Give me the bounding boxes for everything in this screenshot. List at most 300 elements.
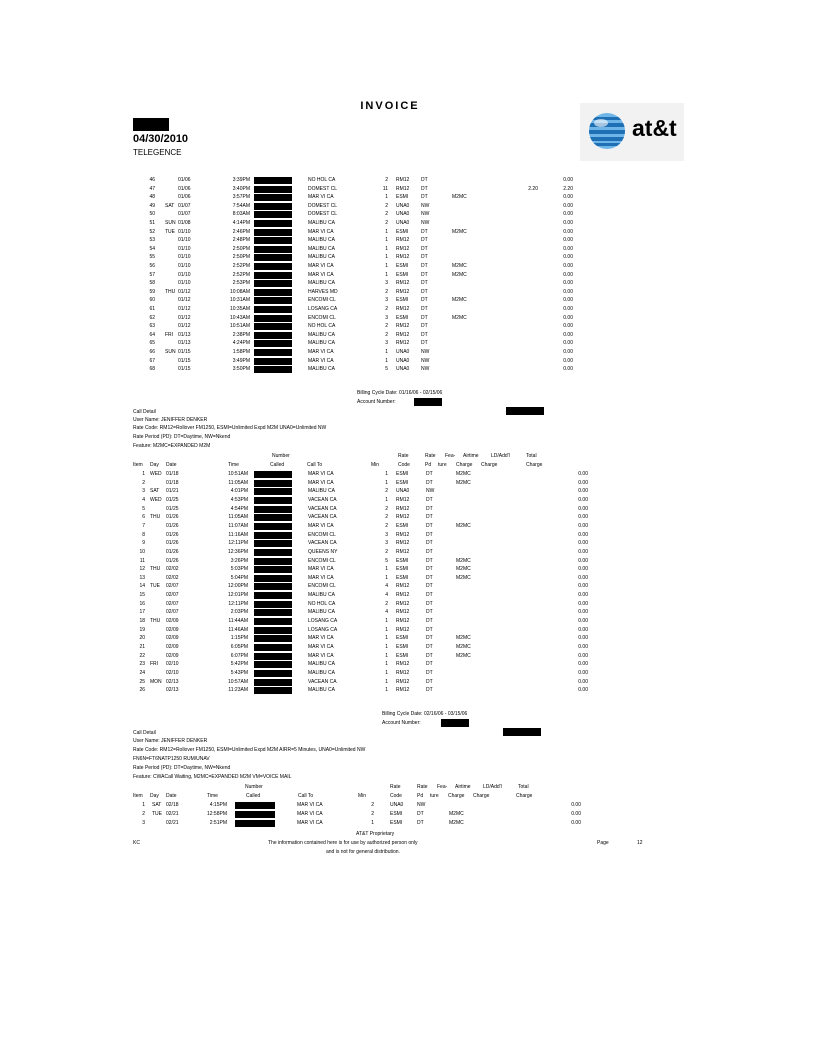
total-charge: 0.00 (563, 254, 573, 261)
time: 2:46PM (232, 228, 250, 235)
minutes: 2 (385, 522, 388, 529)
time: 4:24PM (232, 340, 250, 347)
item-number: 10 (139, 548, 145, 555)
redacted-number (254, 506, 292, 513)
minutes: 2 (385, 177, 388, 183)
minutes: 1 (385, 271, 388, 278)
rate-code: ESMI (396, 635, 409, 642)
rate-code: RM12 (396, 687, 410, 694)
date: 01/06 (178, 194, 191, 201)
table-row (0, 627, 816, 635)
table-row (0, 635, 816, 643)
table-row (0, 340, 816, 348)
table-row (0, 297, 816, 305)
col-header-pd-2: Pd (417, 793, 424, 799)
item-number: 23 (139, 661, 145, 668)
time: 7:54AM (232, 202, 250, 209)
feature: M2MC (449, 820, 464, 826)
date: 02/07 (166, 609, 179, 616)
total-charge: 0.00 (578, 548, 588, 555)
item-number: 50 (149, 211, 155, 218)
logo-text: at&t (632, 115, 677, 141)
day: TUE (152, 811, 162, 817)
redacted-number (254, 229, 292, 236)
rate-code: UNA0 (390, 802, 404, 808)
period: DT (426, 635, 433, 642)
item-number: 15 (139, 592, 145, 599)
call-to: MALIBU CA (308, 280, 335, 287)
item-number: 53 (149, 237, 155, 244)
rate-code: ESMI (396, 574, 409, 581)
redacted-number (254, 237, 292, 244)
minutes: 1 (385, 496, 388, 503)
table-row (0, 540, 816, 548)
day: MON (150, 678, 162, 685)
time: 4:54PM (230, 505, 248, 512)
total-charge: 0.00 (578, 531, 588, 538)
total-charge: 0.00 (578, 557, 588, 564)
redacted-number (254, 635, 292, 642)
total-charge: 0.00 (578, 687, 588, 694)
col-header-airtime: Airtime (463, 453, 479, 459)
rate-code: RM12 (396, 583, 410, 590)
date: 01/26 (166, 522, 179, 529)
call-to: MAR VI CA (308, 652, 334, 659)
billing-cycle-1: Billing Cycle Date: 01/16/06 - 02/15/06 (357, 390, 443, 396)
col-header-callto-2: Call To (298, 793, 314, 799)
col-header-rate: Rate (398, 453, 409, 459)
total-charge: 0.00 (563, 280, 573, 287)
table-row (0, 177, 816, 185)
date: 01/07 (178, 202, 191, 209)
globe-icon (587, 111, 627, 151)
period: DT (426, 557, 433, 564)
time: 5:43PM (230, 669, 248, 676)
day: THU (150, 514, 161, 521)
table-row (0, 263, 816, 271)
minutes: 2 (385, 548, 388, 555)
total-charge: 2.20 (563, 185, 573, 192)
table-row (0, 366, 816, 374)
item-number: 52 (149, 228, 155, 235)
feature: M2MC (456, 652, 471, 659)
rate-code: RM12 (396, 505, 410, 512)
day: WED (150, 496, 162, 503)
day: SAT (150, 488, 160, 495)
period: NW (421, 211, 430, 218)
table-row (0, 523, 816, 531)
minutes: 2 (385, 600, 388, 607)
period: DT (426, 626, 433, 633)
date: 02/09 (166, 618, 179, 625)
feature: M2MC (456, 574, 471, 581)
time: 12:36PM (227, 548, 248, 555)
rate-period: Rate Period (PD): DT=Daytime, NW=Nkend (133, 434, 231, 440)
call-to: VACEAN CA (308, 505, 337, 512)
call-to: MAR VI CA (308, 357, 334, 364)
date: 01/12 (178, 306, 191, 312)
minutes: 2 (371, 811, 374, 817)
day: TUE (150, 583, 160, 590)
col-header-charge1-2: Charge (448, 793, 465, 799)
total-charge: 0.00 (578, 540, 588, 547)
table-row (0, 514, 816, 522)
period: DT (421, 194, 428, 201)
period: DT (426, 644, 433, 650)
table-row (0, 618, 816, 626)
period: DT (421, 306, 428, 312)
table-row (0, 497, 816, 505)
table-row (0, 488, 816, 496)
minutes: 1 (385, 237, 388, 244)
total-charge: 0.00 (578, 592, 588, 599)
period: DT (426, 471, 433, 477)
col-header-code: Code (398, 462, 410, 468)
call-to: MAR VI CA (308, 566, 334, 573)
redacted-box (506, 407, 544, 415)
user-name: User Name: JENIFFER DENKER (133, 417, 208, 423)
table-row (0, 811, 816, 819)
date: 01/10 (178, 237, 191, 244)
time: 1:58PM (232, 349, 250, 355)
redacted-number (254, 497, 292, 504)
item-number: 2 (142, 811, 145, 817)
time: 3:40PM (232, 185, 250, 192)
item-number: 4 (142, 496, 145, 503)
minutes: 1 (385, 357, 388, 364)
redacted-number (254, 366, 292, 373)
col-header-time-2: Time (207, 793, 218, 799)
rate-code: RM12 (396, 245, 410, 252)
col-header-rate2-2: Rate (417, 784, 428, 790)
rate-code: ESMI (396, 479, 409, 486)
time: 3:26PM (230, 557, 248, 564)
call-to: LOSANG CA (308, 626, 338, 633)
feature: M2MC (456, 635, 471, 642)
col-header-min: Min (371, 462, 380, 468)
feature: M2MC (452, 271, 467, 278)
total-charge: 0.00 (578, 566, 588, 573)
minutes: 1 (385, 635, 388, 642)
call-to: NO HOL CA (308, 600, 336, 607)
minutes: 2 (385, 331, 388, 338)
redacted-number (254, 246, 292, 253)
total-charge: 0.00 (578, 505, 588, 512)
total-charge: 0.00 (563, 314, 573, 321)
table-row (0, 532, 816, 540)
date: 01/26 (166, 548, 179, 555)
rate-code: ESMI (396, 557, 409, 564)
call-to: MAR VI CA (308, 635, 334, 642)
minutes: 1 (385, 263, 388, 269)
date: 01/12 (178, 288, 191, 295)
table-row (0, 194, 816, 202)
item-number: 17 (139, 609, 145, 616)
table-row (0, 186, 816, 194)
day: THU (165, 288, 176, 295)
call-to: MALIBU CA (308, 687, 335, 694)
redacted-number (254, 340, 292, 347)
date: 01/18 (166, 479, 179, 486)
rate-code: RM12 (396, 548, 410, 555)
col-header-airtime-2: Airtime (455, 784, 471, 790)
call-to: HARVES MD (308, 288, 338, 295)
rate-code: ESMI (396, 228, 409, 235)
item-number: 21 (139, 644, 145, 650)
time: 3:57PM (232, 194, 250, 201)
call-to: MALIBU CA (308, 609, 335, 616)
item-number: 1 (142, 471, 145, 477)
col-header-charge2-2: Charge (473, 793, 490, 799)
call-detail-label-2: Call Detail (133, 730, 156, 736)
item-number: 7 (142, 522, 145, 529)
table-row (0, 254, 816, 262)
total-charge: 0.00 (578, 574, 588, 581)
redacted-number (254, 514, 292, 521)
date: 02/13 (166, 678, 179, 685)
call-to: ENCOMI CL (308, 531, 336, 538)
item-number: 25 (139, 678, 145, 685)
item-number: 8 (142, 531, 145, 538)
item-number: 63 (149, 323, 155, 330)
time: 2:48PM (232, 237, 250, 244)
minutes: 1 (385, 228, 388, 235)
item-number: 48 (149, 194, 155, 201)
time: 12:58PM (206, 811, 227, 817)
redacted-number (254, 653, 292, 660)
table-row (0, 323, 816, 331)
call-to: MAR VI CA (308, 194, 334, 201)
redacted-number (254, 644, 292, 651)
total-charge: 0.00 (578, 583, 588, 590)
redacted-number (254, 687, 292, 694)
redacted-number (254, 679, 292, 686)
time: 1:15PM (230, 635, 248, 642)
feature: M2MC (452, 263, 467, 269)
redacted-number (254, 618, 292, 625)
table-row (0, 272, 816, 280)
table-row (0, 549, 816, 557)
ld-charge: 2.20 (528, 185, 538, 192)
time: 6:05PM (230, 644, 248, 650)
period: DT (421, 323, 428, 330)
feature: Feature: M2MC=EXPANDED M2M (133, 443, 211, 449)
period: DT (426, 531, 433, 538)
total-charge: 0.00 (563, 288, 573, 295)
rate-code: UNA0 (396, 488, 410, 495)
minutes: 2 (385, 306, 388, 312)
call-to: LOSANG CA (308, 618, 338, 625)
date: 02/09 (166, 626, 179, 633)
date: 02/07 (166, 600, 179, 607)
col-header-number-2: Number (245, 784, 263, 790)
total-charge: 0.00 (563, 211, 573, 218)
table-row (0, 644, 816, 652)
rate-code: ESMI (396, 644, 409, 650)
date: 02/21 (166, 820, 179, 826)
table-row (0, 583, 816, 591)
call-to: MAR VI CA (308, 522, 334, 529)
total-charge: 0.00 (578, 661, 588, 668)
feature: M2MC (456, 644, 471, 650)
period: DT (426, 652, 433, 659)
table-row (0, 802, 816, 810)
item-number: 60 (149, 297, 155, 304)
minutes: 3 (385, 340, 388, 347)
item-number: 12 (139, 566, 145, 573)
period: DT (421, 331, 428, 338)
period: DT (421, 245, 428, 252)
item-number: 57 (149, 271, 155, 278)
date: 01/12 (178, 297, 191, 304)
time: 10:43AM (229, 314, 250, 321)
table-row (0, 237, 816, 245)
period: NW (421, 366, 430, 373)
day: SUN (165, 220, 176, 226)
period: DT (417, 811, 424, 817)
period: DT (421, 297, 428, 304)
call-to: MALIBU CA (308, 340, 335, 347)
period: DT (421, 254, 428, 261)
minutes: 1 (385, 254, 388, 261)
att-logo (580, 103, 684, 161)
col-header-ldaddl-2: LD/Add'l (483, 784, 502, 790)
footer-code: KC (133, 840, 140, 846)
time: 11:05AM (228, 479, 248, 486)
call-to: MAR VI CA (297, 820, 323, 826)
rate-code: UNA0 (396, 211, 410, 218)
minutes: 3 (385, 540, 388, 547)
call-to: MAR VI CA (308, 349, 334, 355)
period: DT (421, 340, 428, 347)
call-to: ENCOMI CL (308, 297, 336, 304)
item-number: 22 (139, 652, 145, 659)
minutes: 2 (385, 211, 388, 218)
feature: M2MC (452, 194, 467, 201)
col-header-total-2: Total (518, 784, 529, 790)
redacted-number (254, 280, 292, 287)
rate-code-continued: FN6N=FT6NATP1250 RUM/UNAV (133, 756, 210, 762)
rate-code: RM12 (396, 618, 410, 625)
minutes: 1 (385, 471, 388, 477)
redacted-number (254, 306, 292, 313)
time: 2:38PM (232, 331, 250, 338)
date: 01/10 (178, 245, 191, 252)
col-header-min-2: Min (358, 793, 367, 799)
minutes: 1 (385, 618, 388, 625)
period: DT (426, 618, 433, 625)
period: DT (421, 177, 428, 183)
col-header-rate-2: Rate (390, 784, 401, 790)
feature: M2MC (456, 479, 471, 486)
total-charge: 0.00 (571, 811, 581, 817)
call-to: LOSANG CA (308, 306, 338, 312)
rate-code: RM12 (396, 531, 410, 538)
table-row (0, 575, 816, 583)
period: NW (421, 220, 430, 226)
call-to: MALIBU CA (308, 669, 335, 676)
date: 02/02 (166, 566, 179, 573)
company-name: TELEGENCE (133, 148, 182, 157)
item-number: 18 (139, 618, 145, 625)
minutes: 2 (385, 514, 388, 521)
total-charge: 0.00 (563, 220, 573, 226)
total-charge: 0.00 (578, 635, 588, 642)
minutes: 1 (385, 349, 388, 355)
time: 2:52PM (232, 263, 250, 269)
redacted-number (254, 488, 292, 495)
col-header-day-2: Day (150, 793, 159, 799)
footer-line-1: The information contained here is for use by authorized person only (268, 840, 418, 846)
redacted-number (254, 601, 292, 608)
total-charge: 0.00 (571, 802, 581, 808)
feature: M2MC (452, 314, 467, 321)
total-charge: 0.00 (563, 340, 573, 347)
call-to: MALIBU CA (308, 488, 335, 495)
minutes: 1 (385, 194, 388, 201)
day: FRI (165, 331, 174, 338)
rate-code: ESMI (396, 297, 409, 304)
day: THU (150, 566, 161, 573)
col-header-date-2: Date (166, 793, 177, 799)
call-to: MALIBU CA (308, 331, 335, 338)
redacted-number (254, 332, 292, 339)
time: 5:04PM (230, 574, 248, 581)
table-row (0, 280, 816, 288)
period: NW (421, 357, 430, 364)
rate-period-2: Rate Period (PD): DT=Daytime, NW=Nkend (133, 765, 231, 771)
item-number: 24 (139, 669, 145, 676)
call-to: NO HOL CA (308, 177, 336, 183)
time: 11:05AM (228, 514, 248, 521)
period: DT (426, 678, 433, 685)
item-number: 3 (142, 488, 145, 495)
minutes: 3 (385, 531, 388, 538)
period: DT (426, 669, 433, 676)
col-header-ldaddl: LD/Add'l (491, 453, 510, 459)
redacted-number (254, 186, 292, 193)
table-row (0, 211, 816, 219)
time: 2:53PM (232, 280, 250, 287)
table-row (0, 246, 816, 254)
total-charge: 0.00 (563, 297, 573, 304)
date: 02/07 (166, 583, 179, 590)
rate-code: RM12 (396, 323, 410, 330)
call-to: DOMEST CL (308, 185, 338, 192)
redacted-number (254, 315, 292, 322)
period: DT (426, 514, 433, 521)
minutes: 1 (385, 574, 388, 581)
minutes: 2 (385, 220, 388, 226)
call-to: QUEENS NY (308, 548, 338, 555)
col-header-date: Date (166, 462, 177, 468)
date: 01/06 (178, 185, 191, 192)
item-number: 54 (149, 245, 155, 252)
period: DT (426, 592, 433, 599)
redacted-account-number-2 (441, 719, 469, 727)
table-row (0, 332, 816, 340)
rate-code: Rate Code: RM12=Rollover FM1250, ESMI=Unlimited Expd M2M UNA0=Unlimited NW (133, 425, 327, 431)
item-number: 11 (139, 557, 145, 564)
redacted-number (235, 802, 275, 809)
item-number: 9 (142, 540, 145, 547)
redacted-number (254, 549, 292, 556)
feature-2: Feature: CWACall Waiting, M2MC=EXPANDED M2M VM=VOICE MAIL (133, 774, 292, 780)
redacted-account-number (414, 398, 442, 406)
date: 01/15 (178, 349, 191, 355)
feature: M2MC (452, 297, 467, 304)
col-header-rate2: Rate (425, 453, 436, 459)
